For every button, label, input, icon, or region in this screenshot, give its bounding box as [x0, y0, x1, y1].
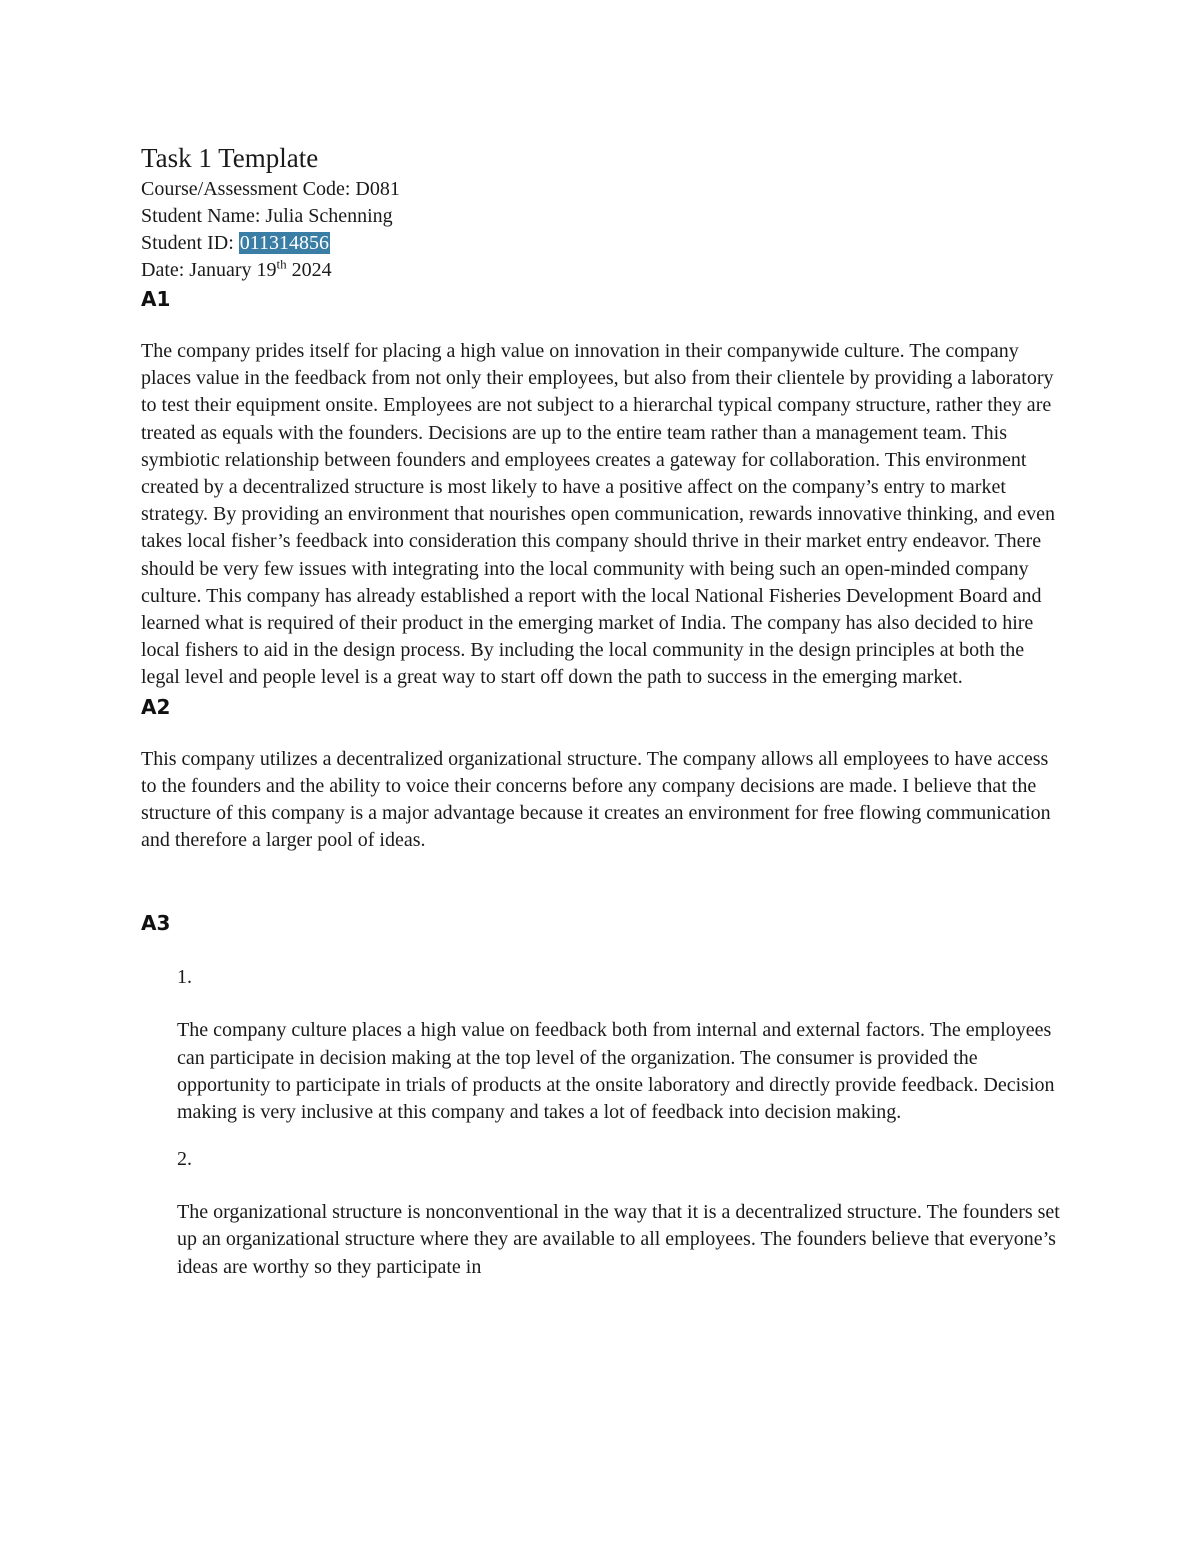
student-id-label: Student ID: — [141, 232, 239, 254]
student-id-value-selected[interactable]: 011314856 — [239, 232, 330, 254]
document-page — [141, 140, 1061, 1281]
a1-paragraph: The company prides itself for placing a high value on innovation in their companywide culture. The company places value in the feedback from not only their employees, but also from their clientele by providing a laboratory to test their equipment onsite. Employees are not subject to a hierarchal typical company structure, rather they are treated as equals with the founders. Decisions are up to the entire team rather than a management team. This symbiotic relationship between founders and employees creates a gateway for collaboration. This environment created by a decentralized structure is most likely to have a positive affect on the company’s entry to market strategy. By providing an environment that nourishes open communication, rewards innovative thinking, and even takes local fisher’s feedback into consideration this company should thrive in their market entry endeavor. There should be very few issues with integrating into the local community with being such an open-minded company culture. This company has already established a report with the local National Fisheries Development Board and learned what is required of their product in the emerging market of India. The company has also decided to hire local fishers to aid in the design process. By including the local community in the design principles at both the legal level and people level is a great way to start off down the path to success in the emerging market. — [141, 340, 1056, 689]
course-code: Course/Assessment Code: D081 — [141, 178, 400, 200]
a2-paragraph: This company utilizes a decentralized organizational structure. The company allows all employees to have access to the founders and the ability to voice their concerns before any company decisions are made. I believe that the structure of this company is a major advantage because it creates an environment for free flowing communication and therefore a larger pool of ideas. — [141, 747, 1051, 852]
heading-a1: A1 — [141, 287, 171, 311]
date-ordinal: th — [276, 256, 287, 272]
a3-item-1-number: 1. — [177, 966, 192, 989]
student-name: Student Name: Julia Schenning — [141, 205, 393, 227]
a3-item-2-number: 2. — [177, 1148, 192, 1171]
document-title: Task 1 Template — [141, 143, 319, 173]
student-id — [141, 230, 1061, 257]
a3-item-2-paragraph: The organizational structure is nonconventional in the way that it is a decentralized structure. The founders set up an organizational structure where they are available to all employees. The founders believe that everyone’s ideas are worthy so they participate in — [177, 1201, 1060, 1278]
a3-item-1-paragraph: The company culture places a high value on feedback both from internal and external factors. The employees can participate in decision making at the top level of the organization. The consumer is provided the opportunity to participate in trials of products at the onsite laboratory and directly provide feedback. Decision making is very inclusive at this company and takes a lot of feedback into decision making. — [177, 1019, 1055, 1124]
date-suffix: 2024 — [286, 259, 332, 281]
date-prefix: Date: January 19 — [141, 259, 277, 281]
heading-a2: A2 — [141, 694, 171, 719]
date-line — [141, 257, 1061, 284]
heading-a3: A3 — [141, 911, 171, 936]
